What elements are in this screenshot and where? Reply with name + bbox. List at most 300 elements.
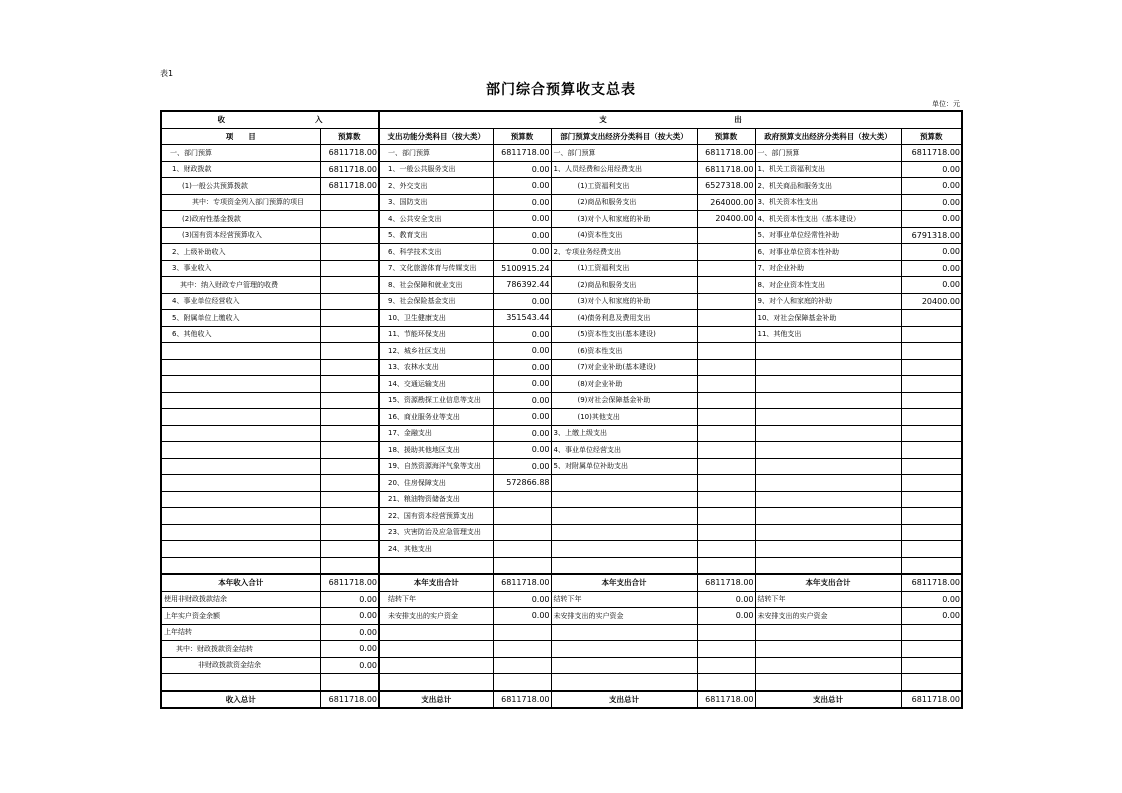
budget-amount-cell — [697, 674, 755, 691]
budget-amount-cell: 0.00 — [493, 244, 551, 261]
budget-amount-cell — [320, 524, 379, 541]
budget-amount-cell: 572866.88 — [493, 475, 551, 492]
budget-summary-table — [160, 110, 963, 709]
section-header-row — [161, 111, 962, 128]
budget-amount-cell — [320, 674, 379, 691]
item-label-cell — [161, 409, 320, 426]
budget-amount-cell — [320, 491, 379, 508]
item-label-cell: (2)政府性基金拨款 — [161, 211, 320, 228]
budget-amount-cell — [901, 343, 962, 360]
income-section-header: 收 入 — [161, 111, 379, 128]
budget-amount-cell: 0.00 — [493, 591, 551, 608]
budget-amount-cell — [320, 211, 379, 228]
item-label-cell: 上年结转 — [161, 624, 320, 641]
item-label-cell: 一、部门预算 — [551, 145, 697, 162]
budget-amount-cell — [697, 310, 755, 327]
budget-amount-cell: 6811718.00 — [320, 178, 379, 195]
item-label-cell: 未安排支出的实户资金 — [379, 608, 493, 625]
item-label-cell — [161, 425, 320, 442]
item-label-cell — [551, 641, 697, 658]
budget-amount-cell: 0.00 — [901, 244, 962, 261]
budget-amount-cell — [697, 277, 755, 294]
item-label-cell — [551, 491, 697, 508]
item-label-cell: 其中：财政拨款资金结转 — [161, 641, 320, 658]
item-label-cell: 4、事业单位经营收入 — [161, 293, 320, 310]
item-label-cell — [161, 359, 320, 376]
item-label-cell — [755, 641, 901, 658]
table-row — [161, 508, 962, 525]
item-label-cell — [755, 442, 901, 459]
table-row — [161, 227, 962, 244]
item-label-cell — [551, 475, 697, 492]
budget-amount-cell — [697, 657, 755, 674]
budget-amount-cell — [697, 541, 755, 558]
budget-amount-cell — [697, 491, 755, 508]
item-label-cell — [161, 458, 320, 475]
table-body — [161, 111, 962, 708]
item-label-cell — [755, 409, 901, 426]
budget-amount-cell: 5100915.24 — [493, 260, 551, 277]
budget-amount-cell — [320, 425, 379, 442]
budget-amount-cell — [320, 442, 379, 459]
item-label-cell — [551, 557, 697, 574]
item-label-cell: 3、事业收入 — [161, 260, 320, 277]
table-row — [161, 326, 962, 343]
item-label-cell: 本年收入合计 — [161, 574, 320, 591]
budget-amount-cell: 0.00 — [493, 161, 551, 178]
item-label-cell: (8)对企业补助 — [551, 376, 697, 393]
column-header-row — [161, 128, 962, 145]
budget-amount-cell — [493, 508, 551, 525]
item-label-cell — [161, 442, 320, 459]
item-label-cell: 1、一般公共服务支出 — [379, 161, 493, 178]
budget-amount-cell — [901, 458, 962, 475]
budget-amount-cell — [493, 524, 551, 541]
budget-amount-cell — [320, 227, 379, 244]
budget-amount-cell: 6791318.00 — [901, 227, 962, 244]
budget-amount-cell: 0.00 — [493, 409, 551, 426]
budget-amount-cell — [697, 376, 755, 393]
item-label-cell: 2、专项业务经费支出 — [551, 244, 697, 261]
item-label-cell: 6、其他收入 — [161, 326, 320, 343]
budget-amount-cell — [493, 641, 551, 658]
item-label-cell: 1、人员经费和公用经费支出 — [551, 161, 697, 178]
item-label-cell: 24、其他支出 — [379, 541, 493, 558]
expense-section-header: 支 出 — [379, 111, 962, 128]
item-label-cell: 19、自然资源海洋气象等支出 — [379, 458, 493, 475]
budget-amount-cell: 0.00 — [320, 657, 379, 674]
budget-amount-cell — [320, 392, 379, 409]
item-label-cell: 支出总计 — [551, 691, 697, 709]
item-label-cell: 非财政拨款资金结余 — [161, 657, 320, 674]
budget-amount-cell — [697, 557, 755, 574]
budget-amount-cell — [320, 508, 379, 525]
item-label-cell: 7、对企业补助 — [755, 260, 901, 277]
item-label-cell: 11、节能环保支出 — [379, 326, 493, 343]
table-row — [161, 491, 962, 508]
item-label-cell — [379, 674, 493, 691]
budget-amount-cell — [493, 557, 551, 574]
budget-amount-cell — [901, 624, 962, 641]
table-row — [161, 458, 962, 475]
budget-amount-cell — [697, 624, 755, 641]
budget-amount-cell: 0.00 — [493, 227, 551, 244]
item-label-cell — [755, 491, 901, 508]
page-title: 部门综合预算收支总表 — [486, 82, 636, 98]
item-label-cell: 1、机关工资福利支出 — [755, 161, 901, 178]
item-label-cell: 3、上缴上级支出 — [551, 425, 697, 442]
item-label-cell — [755, 508, 901, 525]
budget-amount-cell: 6527318.00 — [697, 178, 755, 195]
item-label-cell: 21、粮油物资储备支出 — [379, 491, 493, 508]
item-label-cell: 22、国有资本经营预算支出 — [379, 508, 493, 525]
budget-amount-cell — [697, 326, 755, 343]
item-label-cell: 3、国防支出 — [379, 194, 493, 211]
item-label-cell — [755, 541, 901, 558]
item-label-cell: 12、城乡社区支出 — [379, 343, 493, 360]
budget-amount-cell — [493, 491, 551, 508]
budget-amount-cell — [901, 376, 962, 393]
budget-amount-cell: 6811718.00 — [320, 145, 379, 162]
item-label-cell: 本年支出合计 — [551, 574, 697, 591]
table-row — [161, 161, 962, 178]
item-label-cell — [161, 674, 320, 691]
item-label-cell: (6)资本性支出 — [551, 343, 697, 360]
budget-amount-cell: 0.00 — [493, 608, 551, 625]
budget-amount-cell — [901, 674, 962, 691]
budget-amount-cell — [901, 392, 962, 409]
table-row — [161, 541, 962, 558]
budget-amount-cell: 0.00 — [493, 376, 551, 393]
budget-amount-cell: 6811718.00 — [697, 161, 755, 178]
item-label-cell — [161, 392, 320, 409]
table-row — [161, 624, 962, 641]
budget-amount-cell: 0.00 — [901, 211, 962, 228]
item-label-cell: (3)对个人和家庭的补助 — [551, 211, 697, 228]
item-label-cell: 9、对个人和家庭的补助 — [755, 293, 901, 310]
budget-amount-cell — [320, 194, 379, 211]
budget-amount-cell — [901, 657, 962, 674]
table-row — [161, 608, 962, 625]
item-label-cell — [161, 491, 320, 508]
budget-amount-cell: 0.00 — [320, 641, 379, 658]
budget-amount-cell — [901, 326, 962, 343]
item-label-cell: 8、对企业资本性支出 — [755, 277, 901, 294]
item-label-cell — [755, 359, 901, 376]
budget-amount-cell: 0.00 — [493, 343, 551, 360]
item-label-cell: 未安排支出的实户资金 — [551, 608, 697, 625]
item-label-cell: 10、卫生健康支出 — [379, 310, 493, 327]
budget-amount-cell — [493, 657, 551, 674]
item-label-cell: 5、对事业单位经常性补助 — [755, 227, 901, 244]
table-row — [161, 409, 962, 426]
item-label-cell — [755, 343, 901, 360]
budget-amount-cell — [320, 409, 379, 426]
budget-amount-cell — [493, 674, 551, 691]
table-row — [161, 641, 962, 658]
col-header-dept-economic: 部门预算支出经济分类科目（按大类） — [551, 128, 697, 145]
budget-amount-cell: 6811718.00 — [697, 574, 755, 591]
item-label-cell: 3、机关资本性支出 — [755, 194, 901, 211]
budget-amount-cell: 0.00 — [320, 591, 379, 608]
table-row — [161, 178, 962, 195]
budget-amount-cell — [320, 244, 379, 261]
table-row — [161, 657, 962, 674]
item-label-cell: 15、资源勘探工业信息等支出 — [379, 392, 493, 409]
col-header-budget: 预算数 — [901, 128, 962, 145]
table-row — [161, 260, 962, 277]
col-header-budget: 预算数 — [320, 128, 379, 145]
table-row — [161, 475, 962, 492]
budget-amount-cell — [697, 244, 755, 261]
budget-amount-cell — [901, 524, 962, 541]
item-label-cell — [755, 425, 901, 442]
budget-amount-cell — [697, 227, 755, 244]
item-label-cell — [379, 624, 493, 641]
budget-amount-cell — [901, 310, 962, 327]
budget-amount-cell: 0.00 — [901, 277, 962, 294]
table-row — [161, 310, 962, 327]
table-row — [161, 145, 962, 162]
item-label-cell: 17、金融支出 — [379, 425, 493, 442]
budget-amount-cell: 0.00 — [320, 608, 379, 625]
budget-amount-cell: 6811718.00 — [493, 691, 551, 709]
col-header-budget: 预算数 — [493, 128, 551, 145]
budget-amount-cell: 0.00 — [493, 425, 551, 442]
table-row — [161, 277, 962, 294]
budget-amount-cell: 0.00 — [901, 591, 962, 608]
item-label-cell: (3)国有资本经营预算收入 — [161, 227, 320, 244]
item-label-cell — [551, 541, 697, 558]
budget-amount-cell — [697, 359, 755, 376]
item-label-cell: (5)资本性支出(基本建设) — [551, 326, 697, 343]
item-label-cell: 18、援助其他地区支出 — [379, 442, 493, 459]
budget-amount-cell — [320, 458, 379, 475]
budget-amount-cell: 0.00 — [493, 442, 551, 459]
budget-amount-cell — [493, 541, 551, 558]
budget-amount-cell: 0.00 — [493, 211, 551, 228]
item-label-cell — [551, 674, 697, 691]
item-label-cell: 一、部门预算 — [161, 145, 320, 162]
budget-amount-cell — [320, 557, 379, 574]
budget-amount-cell: 0.00 — [697, 608, 755, 625]
item-label-cell: 使用非财政拨款结余 — [161, 591, 320, 608]
table-row — [161, 591, 962, 608]
col-header-gov-economic: 政府预算支出经济分类科目（按大类） — [755, 128, 901, 145]
budget-amount-cell — [320, 310, 379, 327]
item-label-cell: (9)对社会保障基金补助 — [551, 392, 697, 409]
budget-amount-cell — [901, 359, 962, 376]
budget-amount-cell: 6811718.00 — [901, 574, 962, 591]
item-label-cell: (7)对企业补助(基本建设) — [551, 359, 697, 376]
item-label-cell: 16、商业服务业等支出 — [379, 409, 493, 426]
table-row — [161, 211, 962, 228]
item-label-cell: 6、科学技术支出 — [379, 244, 493, 261]
item-label-cell — [161, 343, 320, 360]
item-label-cell: 4、机关资本性支出（基本建设） — [755, 211, 901, 228]
table-row — [161, 359, 962, 376]
item-label-cell: (1)一般公共预算拨款 — [161, 178, 320, 195]
year-total-row — [161, 574, 962, 591]
item-label-cell: 收入总计 — [161, 691, 320, 709]
col-header-budget: 预算数 — [697, 128, 755, 145]
item-label-cell — [551, 508, 697, 525]
item-label-cell: 支出总计 — [755, 691, 901, 709]
budget-amount-cell: 20400.00 — [697, 211, 755, 228]
budget-amount-cell: 6811718.00 — [493, 574, 551, 591]
unit-label: 单位：元 — [932, 100, 960, 108]
budget-amount-cell — [901, 409, 962, 426]
item-label-cell: 9、社会保险基金支出 — [379, 293, 493, 310]
item-label-cell: 2、机关商品和服务支出 — [755, 178, 901, 195]
item-label-cell — [379, 657, 493, 674]
item-label-cell: 本年支出合计 — [755, 574, 901, 591]
budget-amount-cell: 6811718.00 — [901, 691, 962, 709]
item-label-cell: 结转下年 — [379, 591, 493, 608]
item-label-cell — [161, 475, 320, 492]
item-label-cell: 结转下年 — [755, 591, 901, 608]
table-row — [161, 442, 962, 459]
budget-amount-cell: 6811718.00 — [493, 145, 551, 162]
budget-amount-cell: 6811718.00 — [320, 691, 379, 709]
item-label-cell — [161, 541, 320, 558]
item-label-cell: 4、公共安全支出 — [379, 211, 493, 228]
item-label-cell: (1)工资福利支出 — [551, 260, 697, 277]
item-label-cell — [161, 557, 320, 574]
item-label-cell — [755, 674, 901, 691]
item-label-cell: 其中：专项资金列入部门预算的项目 — [161, 194, 320, 211]
item-label-cell: (10)其他支出 — [551, 409, 697, 426]
item-label-cell — [755, 458, 901, 475]
item-label-cell: 7、文化旅游体育与传媒支出 — [379, 260, 493, 277]
budget-amount-cell — [697, 409, 755, 426]
item-label-cell — [755, 657, 901, 674]
budget-amount-cell — [901, 557, 962, 574]
item-label-cell — [755, 392, 901, 409]
item-label-cell: 结转下年 — [551, 591, 697, 608]
budget-amount-cell: 0.00 — [901, 194, 962, 211]
budget-amount-cell — [697, 475, 755, 492]
budget-amount-cell — [320, 293, 379, 310]
item-label-cell: (1)工资福利支出 — [551, 178, 697, 195]
budget-amount-cell — [320, 359, 379, 376]
item-label-cell: 14、交通运输支出 — [379, 376, 493, 393]
budget-amount-cell — [901, 475, 962, 492]
item-label-cell: (2)商品和服务支出 — [551, 277, 697, 294]
item-label-cell: 10、对社会保障基金补助 — [755, 310, 901, 327]
item-label-cell — [551, 657, 697, 674]
table-row — [161, 376, 962, 393]
item-label-cell — [161, 376, 320, 393]
budget-amount-cell: 786392.44 — [493, 277, 551, 294]
budget-amount-cell: 0.00 — [901, 608, 962, 625]
budget-amount-cell — [901, 442, 962, 459]
item-label-cell: 13、农林水支出 — [379, 359, 493, 376]
budget-amount-cell — [901, 641, 962, 658]
budget-amount-cell: 0.00 — [697, 591, 755, 608]
item-label-cell: 未安排支出的实户资金 — [755, 608, 901, 625]
item-label-cell: 2、上级补助收入 — [161, 244, 320, 261]
item-label-cell: 支出总计 — [379, 691, 493, 709]
budget-amount-cell — [901, 508, 962, 525]
item-label-cell — [379, 641, 493, 658]
budget-amount-cell: 0.00 — [901, 161, 962, 178]
table-row — [161, 194, 962, 211]
grand-total-row — [161, 691, 962, 709]
item-label-cell — [755, 376, 901, 393]
item-label-cell: 一、部门预算 — [755, 145, 901, 162]
table-number-label: 表1 — [160, 69, 174, 78]
budget-amount-cell — [697, 293, 755, 310]
budget-amount-cell: 20400.00 — [901, 293, 962, 310]
table-row — [161, 557, 962, 574]
budget-amount-cell — [697, 392, 755, 409]
item-label-cell: 其中：纳入财政专户管理的收费 — [161, 277, 320, 294]
budget-amount-cell — [697, 260, 755, 277]
budget-amount-cell — [697, 343, 755, 360]
col-header-item: 项 目 — [161, 128, 320, 145]
budget-amount-cell: 0.00 — [493, 293, 551, 310]
item-label-cell: (4)债务利息及费用支出 — [551, 310, 697, 327]
item-label-cell: 5、附属单位上缴收入 — [161, 310, 320, 327]
item-label-cell: 上年实户资金余额 — [161, 608, 320, 625]
budget-amount-cell: 6811718.00 — [320, 161, 379, 178]
item-label-cell — [755, 624, 901, 641]
item-label-cell: (4)资本性支出 — [551, 227, 697, 244]
item-label-cell: 一、部门预算 — [379, 145, 493, 162]
budget-amount-cell: 6811718.00 — [320, 574, 379, 591]
table-row — [161, 524, 962, 541]
budget-amount-cell — [901, 491, 962, 508]
budget-amount-cell — [697, 442, 755, 459]
item-label-cell: (3)对个人和家庭的补助 — [551, 293, 697, 310]
budget-amount-cell — [320, 260, 379, 277]
budget-amount-cell — [697, 458, 755, 475]
item-label-cell — [755, 557, 901, 574]
budget-amount-cell: 6811718.00 — [901, 145, 962, 162]
item-label-cell: 8、社会保障和就业支出 — [379, 277, 493, 294]
budget-amount-cell — [320, 343, 379, 360]
item-label-cell — [379, 557, 493, 574]
item-label-cell: 5、对附属单位补助支出 — [551, 458, 697, 475]
budget-amount-cell: 264000.00 — [697, 194, 755, 211]
item-label-cell: 20、住房保障支出 — [379, 475, 493, 492]
budget-amount-cell: 0.00 — [493, 392, 551, 409]
budget-amount-cell: 0.00 — [493, 178, 551, 195]
table-row — [161, 244, 962, 261]
item-label-cell: 6、对事业单位资本性补助 — [755, 244, 901, 261]
item-label-cell — [755, 524, 901, 541]
table-row — [161, 674, 962, 691]
budget-amount-cell: 6811718.00 — [697, 145, 755, 162]
item-label-cell: (2)商品和服务支出 — [551, 194, 697, 211]
budget-amount-cell — [697, 508, 755, 525]
item-label-cell: 11、其他支出 — [755, 326, 901, 343]
budget-amount-cell — [320, 277, 379, 294]
item-label-cell — [161, 508, 320, 525]
budget-amount-cell: 0.00 — [493, 326, 551, 343]
table-row — [161, 343, 962, 360]
budget-amount-cell — [493, 624, 551, 641]
item-label-cell: 1、财政拨款 — [161, 161, 320, 178]
budget-amount-cell: 6811718.00 — [697, 691, 755, 709]
budget-amount-cell — [697, 524, 755, 541]
table-row — [161, 293, 962, 310]
item-label-cell — [551, 524, 697, 541]
budget-amount-cell — [320, 541, 379, 558]
item-label-cell: 4、事业单位经营支出 — [551, 442, 697, 459]
budget-amount-cell — [320, 326, 379, 343]
